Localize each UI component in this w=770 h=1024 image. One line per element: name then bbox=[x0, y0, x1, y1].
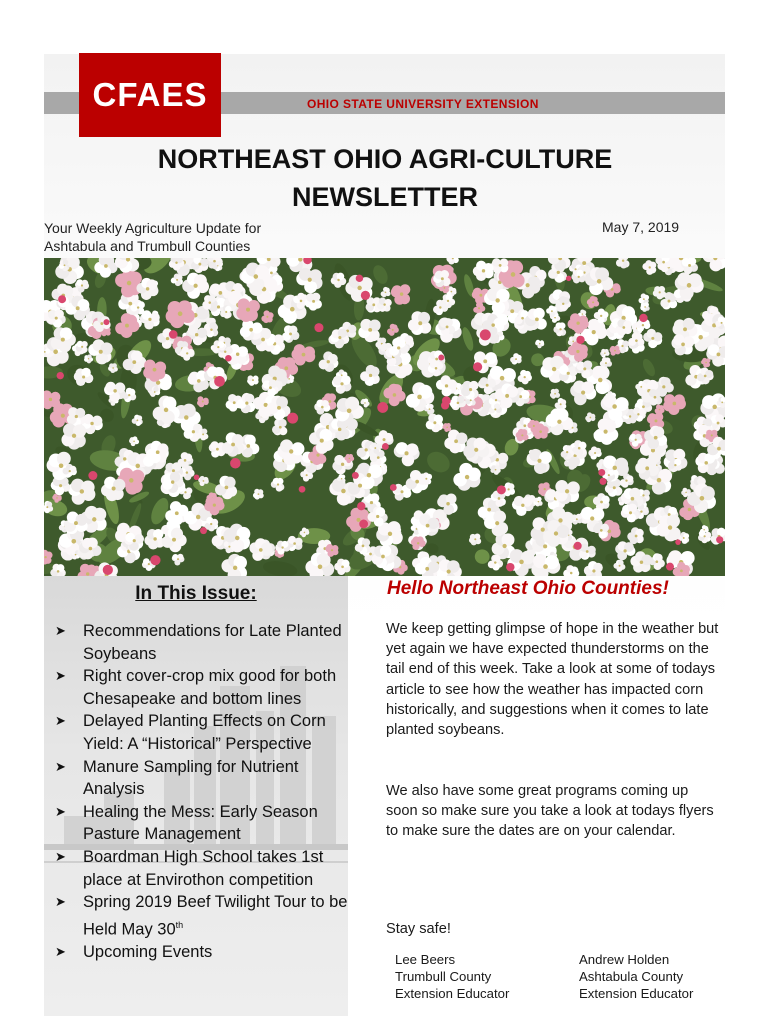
arrow-bullet-icon: ➤ bbox=[55, 848, 66, 864]
superscript: th bbox=[175, 919, 184, 930]
title-line-2: NEWSLETTER bbox=[292, 182, 478, 212]
letter-paragraph-2: We also have some great programs coming up soon so make sure you take a look at todays flyers to make sure the dates are on your calendar. bbox=[386, 783, 714, 840]
signature-county: Ashtabula County bbox=[579, 969, 684, 984]
in-this-issue-title: In This Issue: bbox=[135, 583, 257, 604]
title-line-1: NORTHEAST OHIO AGRI-CULTURE bbox=[157, 144, 613, 174]
newsletter-subtitle bbox=[44, 219, 261, 255]
issue-date: May 7, 2019 bbox=[602, 219, 680, 235]
arrow-bullet-icon: ➤ bbox=[55, 668, 66, 684]
issue-list bbox=[52, 620, 348, 963]
arrow-bullet-icon: ➤ bbox=[55, 713, 66, 729]
signature-name: Lee Beers bbox=[395, 952, 456, 967]
signature-county: Trumbull County bbox=[395, 969, 492, 984]
org-name: OHIO STATE UNIVERSITY EXTENSION bbox=[307, 97, 539, 111]
arrow-bullet-icon: ➤ bbox=[55, 943, 66, 959]
blossom-photo bbox=[44, 258, 725, 576]
list-item[interactable]: ➤ Spring 2019 Beef Twilight Tour to be Held May 30th bbox=[55, 893, 348, 939]
signature-name: Andrew Holden bbox=[579, 952, 670, 967]
letter-greeting: Hello Northeast Ohio Counties! bbox=[387, 578, 669, 599]
signature-1 bbox=[395, 951, 509, 1002]
arrow-bullet-icon: ➤ bbox=[55, 758, 66, 774]
list-item[interactable]: ➤ Healing the Mess: Early Season Pasture Management bbox=[55, 802, 318, 844]
signature-2 bbox=[579, 951, 693, 1002]
arrow-bullet-icon: ➤ bbox=[55, 623, 66, 638]
letter-closing: Stay safe! bbox=[386, 921, 451, 937]
subtitle-line-2: Ashtabula and Trumbull Counties bbox=[44, 238, 251, 254]
list-item[interactable]: ➤ Boardman High School takes 1st place at Envirothon competition bbox=[55, 847, 324, 889]
list-item[interactable]: ➤ Delayed Planting Effects on Corn Yield: A “Historical” Perspective bbox=[55, 712, 326, 753]
list-item[interactable]: ➤ Upcoming Events bbox=[52, 941, 348, 964]
letter-paragraph-1: We keep getting glimpse of hope in the weather but yet again we have expected thunderstorms on the tail end of this week. Take a look at some of todays article to see how the weather has impacted corn historically, and suggestions when it comes to late planted soybeans. bbox=[386, 621, 719, 739]
cfaes-logo bbox=[79, 53, 221, 137]
newsletter-title bbox=[80, 140, 690, 216]
signature-role: Extension Educator bbox=[395, 986, 510, 1001]
list-item[interactable]: ➤ Right cover-crop mix good for both Chesapeake and bottom lines bbox=[55, 667, 337, 708]
logo-text: CFAES bbox=[92, 76, 208, 113]
arrow-bullet-icon: ➤ bbox=[55, 803, 66, 819]
subtitle-line-1: Your Weekly Agriculture Update for bbox=[44, 220, 262, 236]
blossom-image bbox=[44, 258, 725, 576]
signature-role: Extension Educator bbox=[579, 986, 694, 1001]
list-item[interactable]: ➤ Manure Sampling for Nutrient Analysis bbox=[55, 757, 299, 799]
arrow-bullet-icon: ➤ bbox=[55, 894, 66, 910]
list-item[interactable]: ➤ Recommendations for Late Planted Soybeans bbox=[55, 622, 342, 663]
